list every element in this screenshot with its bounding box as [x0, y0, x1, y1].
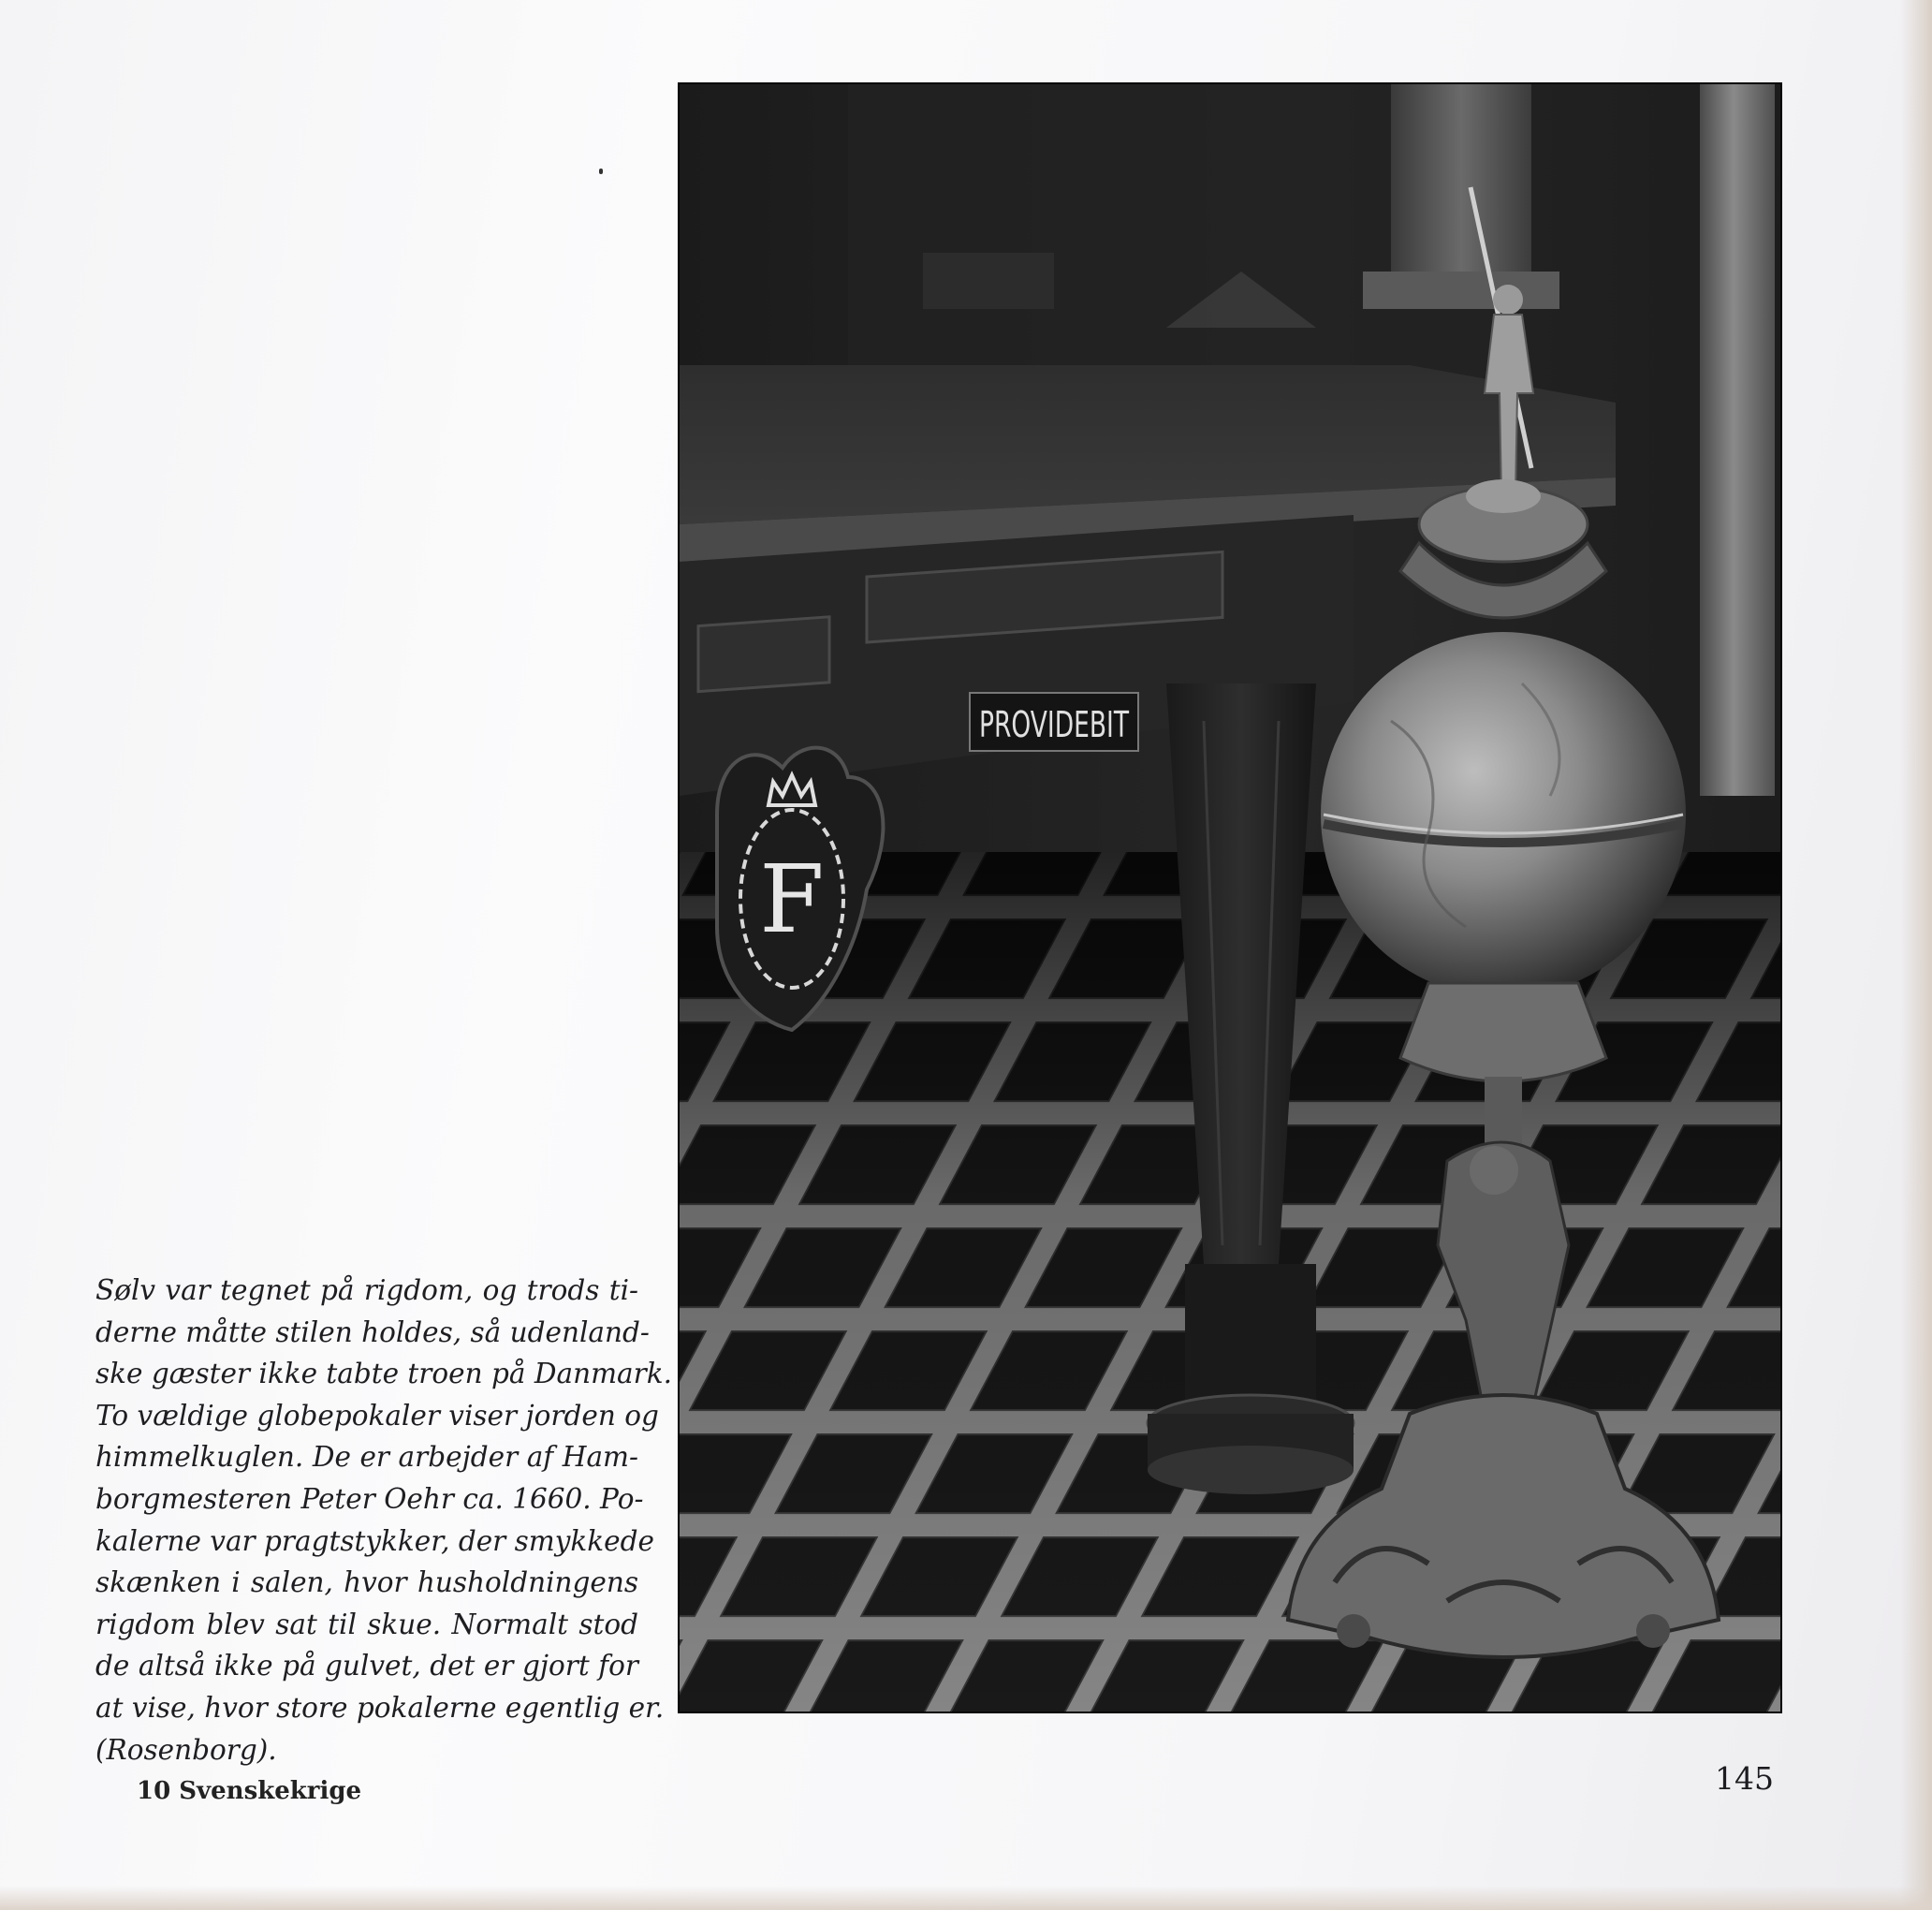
goblet-collar: [1400, 983, 1606, 1081]
caption-line: derne måtte stilen holdes, så udenland-: [95, 1315, 650, 1348]
inscription-text: PROVIDEBIT: [979, 704, 1130, 745]
caption-line: at vise, hvor store pokalerne egentlig er.: [95, 1691, 665, 1724]
caption-line: kalerne var pragtstykker, der smykkede: [95, 1524, 654, 1557]
chapter-footer: 10 Svenskekrige: [137, 1777, 362, 1805]
royal-monogram: F: [759, 845, 825, 954]
caption-line: himmelkuglen. De er arbejder af Ham-: [95, 1441, 638, 1474]
caption-line: borgmesteren Peter Oehr ca. 1660. Po-: [95, 1482, 644, 1515]
caption-line: Sølv var tegnet på rigdom, og trods ti-: [95, 1274, 638, 1306]
page-edge-shadow: [1900, 0, 1932, 1910]
caption-line: ske gæster ikke tabte troen på Danmark.: [95, 1358, 672, 1390]
print-speck: [599, 169, 603, 174]
caption-line: (Rosenborg).: [95, 1733, 277, 1766]
caption-line: To vældige globepokaler viser jorden og: [95, 1399, 659, 1432]
caption-line: rigdom blev sat til skue. Normalt stod: [95, 1608, 638, 1640]
page-bottom-shadow: [0, 1886, 1932, 1910]
page-number: 145: [1715, 1760, 1774, 1797]
globe-goblet-photograph: [678, 82, 1782, 1713]
photo-illustration: [680, 84, 1780, 1712]
photo-caption: [95, 1270, 672, 1770]
pillar: [1700, 84, 1775, 796]
caption-line: de altså ikke på gulvet, det er gjort for: [95, 1650, 638, 1682]
caption-line: skænken i salen, hvor husholdningens: [95, 1566, 638, 1599]
globe: [1321, 632, 1686, 997]
